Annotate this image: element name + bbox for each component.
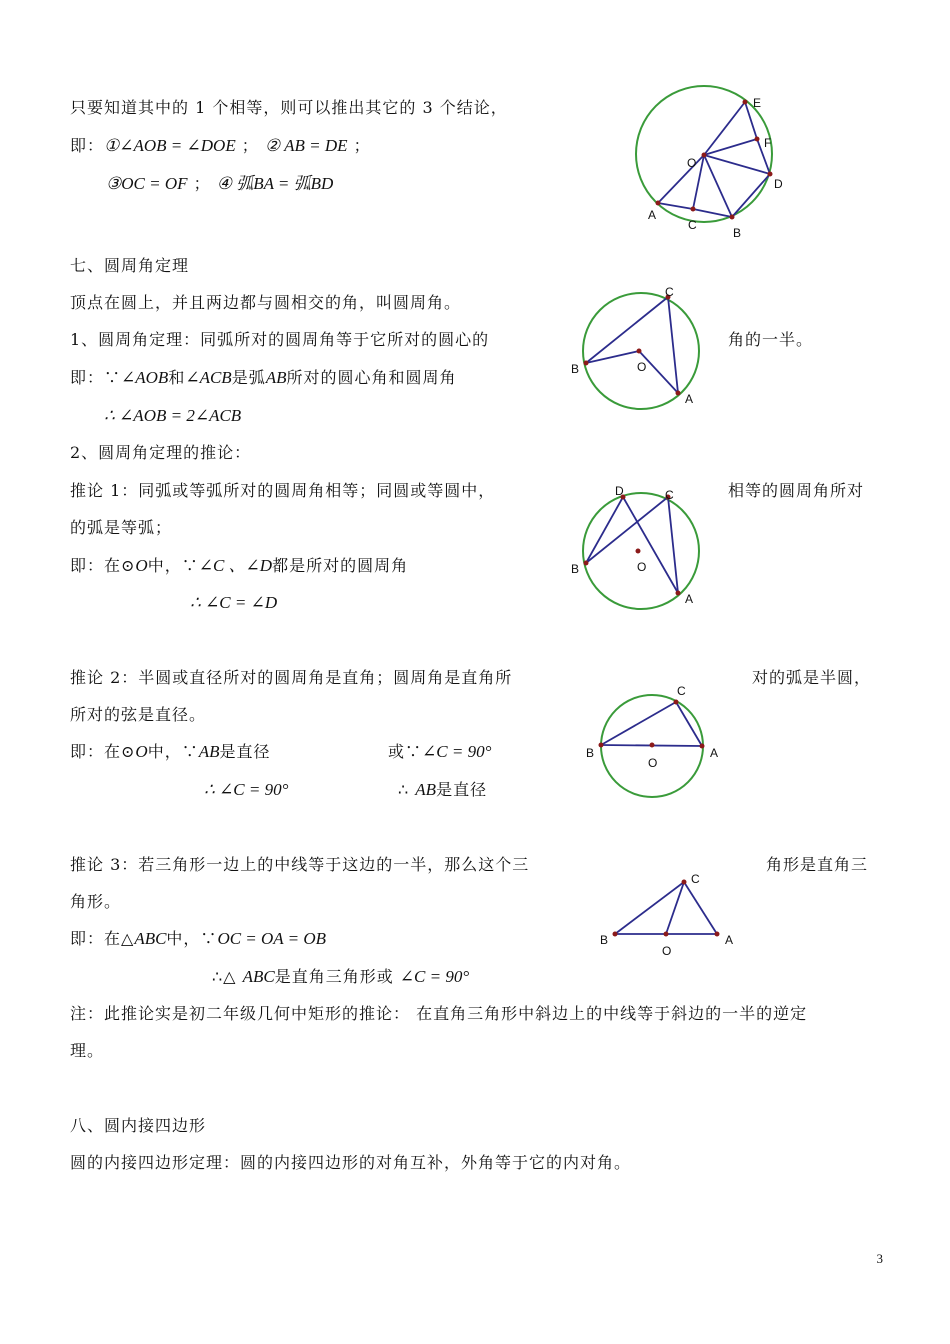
label-o: O [662,944,672,958]
math-c-d: ∠C 、∠D [198,556,273,575]
theorem-1-right: 角的一半。 [728,330,814,349]
figure-inscribed-angle [565,285,715,415]
label-f: F [764,136,772,150]
label-b: B [586,746,595,760]
label-b: B [571,362,580,376]
text-or: 或∵ [388,742,423,761]
prefix: 即： [70,136,105,155]
label-c: C [665,285,674,299]
segment-o-e [704,102,745,155]
math-c-90: ∠C = 90° [399,967,470,986]
segment-c-a [684,882,717,934]
label-a: A [685,392,694,406]
label-o: O [637,360,647,374]
segment-o-b [704,155,732,217]
segment-b-c [601,702,676,745]
text-mid: 中，∵ [147,556,199,575]
label-c: C [665,488,674,502]
separator: ； [241,136,259,155]
section-8-title: 八、圆内接四边形 [70,1116,207,1135]
theorem-1-line-3 [104,406,241,426]
point-a [715,932,720,937]
point-a [676,591,681,596]
therefore: ∴ [398,780,410,799]
cyclic-quadrilateral-theorem: 圆的内接四边形定理：圆的内接四边形的对角互补，外角等于它的内对角。 [70,1153,632,1172]
point-b [584,361,589,366]
math-ab: AB [415,780,437,799]
segment-o-f [704,139,757,155]
conclusion-line-2 [70,136,371,156]
point-c [691,207,696,212]
point-a [656,201,661,206]
corollaries-heading: 2、圆周角定理的推论： [70,443,252,462]
label-c: C [691,872,700,886]
conclusion-line-1: 只要知道其中的 1 个相等，则可以推出其它的 3 个结论， [70,98,508,117]
point-b [584,561,589,566]
point-c [682,880,687,885]
corollary-1-line-2: 的弧是等弧； [70,518,173,537]
point-a [700,744,705,749]
corollary-3-line-4 [212,967,469,987]
equation-ab-de: ② AB = DE [264,136,348,155]
text-mid: 是直角三角形或 [274,967,394,986]
theorem-1-line-2 [70,368,457,388]
corollary-2-line-3-or [388,742,491,762]
point-b [599,743,604,748]
corollary-2-left: 推论 2：半圆或直径所对的圆周角是直角；圆周角是直角所 [70,668,513,687]
math-o: O [135,556,148,575]
prefix: 即：在⊙ [70,742,136,761]
text-arc: 是弧 [231,368,266,387]
point-b [730,215,735,220]
corollary-2-line-3 [70,742,271,762]
corollary-1-line-3 [70,556,408,576]
math-ab: AB [265,368,287,387]
label-d: D [615,484,624,498]
label-b: B [571,562,580,576]
equation-c-90: ∴ ∠C = 90° [204,780,289,799]
corollary-2-line-4b [398,780,487,800]
math-abc: ABC [134,929,167,948]
point-e [743,100,748,105]
conclusion-line-3 [106,174,333,194]
separator: ； [193,174,211,193]
math-oc-oa-ob: OC = OA = OB [217,929,327,948]
label-a: A [648,208,657,222]
equation-c-d: ∴ ∠C = ∠D [190,593,278,612]
label-a: A [685,592,694,606]
corollary-2-line-2: 所对的弦是直径。 [70,705,207,724]
label-a: A [710,746,719,760]
math-abc: ABC [242,967,275,986]
label-b: B [733,226,742,240]
separator: ； [353,136,371,155]
math-aob: ∠AOB [121,368,169,387]
point-b [613,932,618,937]
equation-aob-2acb: ∴ ∠AOB = 2∠ACB [104,406,242,425]
label-a: A [725,933,734,947]
text-and: 和 [168,368,186,387]
math-c-90: ∠C = 90° [422,742,492,761]
point-c [674,700,679,705]
point-o [664,932,669,937]
label-o: O [648,756,658,770]
point-d [768,172,773,177]
text-suffix: 所对的圆心角和圆周角 [286,368,457,387]
segment-o-d [704,155,770,174]
label-c: C [677,684,686,698]
prefix: 即：∵ [70,368,122,387]
figure-median-triangle [595,868,745,963]
figure-circle-chords [630,85,790,245]
text-suffix: 是直径 [436,780,488,799]
equation-arc-ba-bd: ④ 弧BA = 弧BD [216,174,334,193]
note-line-2: 理。 [70,1041,105,1060]
point-o [636,549,641,554]
segment-b-c [615,882,684,934]
inscribed-angle-definition: 顶点在圆上，并且两边都与圆相交的角，叫圆周角。 [70,293,462,312]
point-o [702,153,707,158]
section-7-title: 七、圆周角定理 [70,256,190,275]
prefix: 即：在△ [70,929,135,948]
corollary-1-right: 相等的圆周角所对 [728,481,865,500]
point-o [637,349,642,354]
label-o: O [637,560,647,574]
math-o: O [135,742,148,761]
point-a [676,391,681,396]
text-mid: 中，∵ [147,742,199,761]
segment-o-a [658,155,704,203]
label-e: E [753,96,762,110]
label-o: O [687,156,697,170]
prefix: 即：在⊙ [70,556,136,575]
text-suffix: 都是所对的圆周角 [272,556,409,575]
label-d: D [774,177,783,191]
corollary-3-line-2: 角形。 [70,892,122,911]
equation-aob-doe: ①∠AOB = ∠DOE [104,136,236,155]
prefix: ∴△ [212,967,237,986]
label-b: B [600,933,609,947]
point-o [650,743,655,748]
corollary-3-line-3 [70,929,326,949]
label-c: C [688,218,697,232]
note-line-1: 注：此推论实是初二年级几何中矩形的推论： 在直角三角形中斜边上的中线等于斜边的一半的逆定 [70,1004,808,1023]
figure-equal-inscribed-angles [565,485,715,615]
math-acb: ∠ACB [185,368,232,387]
equation-oc-of: ③OC = OF [106,174,188,193]
text-mid: 中，∵ [166,929,218,948]
page-number: 3 [876,1251,883,1266]
corollary-3-left: 推论 3：若三角形一边上的中线等于这边的一半，那么这个三 [70,855,530,874]
math-ab: AB [198,742,220,761]
text-suffix: 是直径 [219,742,271,761]
corollary-3-right: 角形是直角三 [766,855,869,874]
segment-c-a [668,297,678,393]
corollary-2-right: 对的弧是半圆， [752,668,872,687]
corollary-1-line-4 [190,593,277,613]
point-f [755,137,760,142]
corollary-2-line-4a [204,780,288,800]
theorem-1-left: 1、圆周角定理：同弧所对的圆周角等于它所对的圆心的 [70,330,490,349]
figure-semicircle-angle [580,680,730,805]
corollary-1-left: 推论 1：同弧或等弧所对的圆周角相等；同圆或等圆中， [70,481,496,500]
